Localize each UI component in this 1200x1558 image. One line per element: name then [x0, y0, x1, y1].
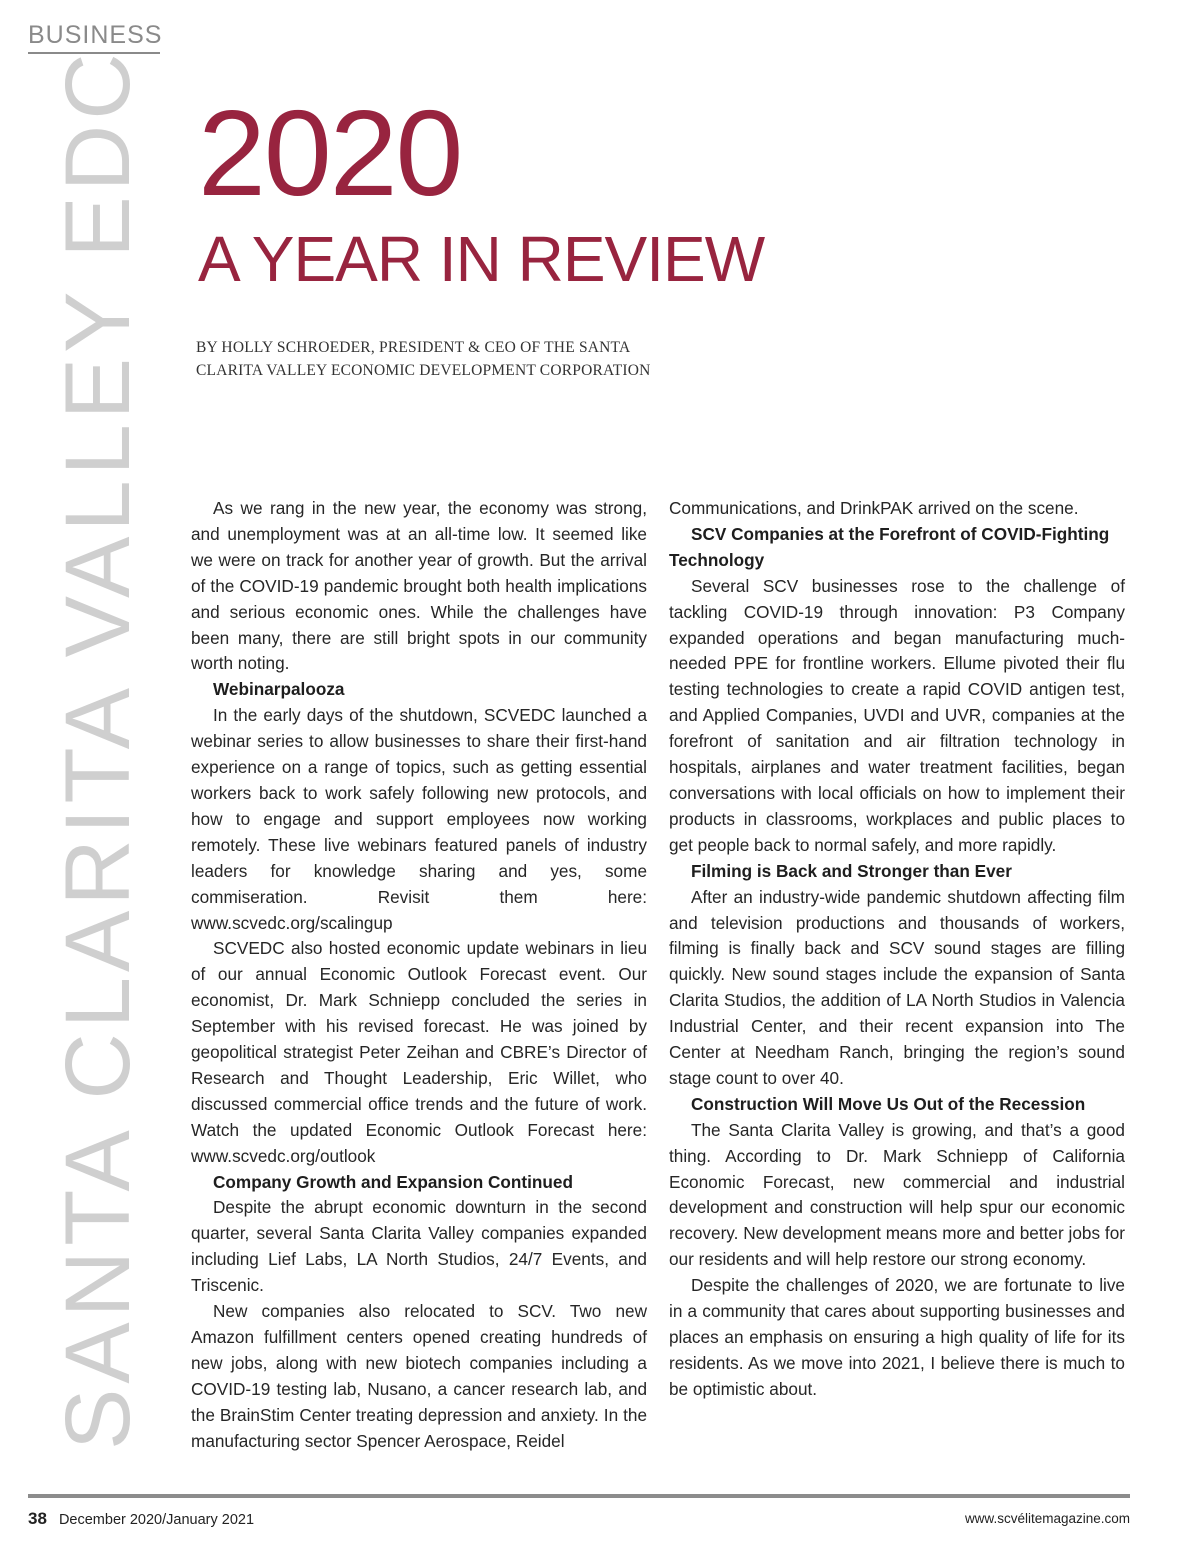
paragraph: SCVEDC also hosted economic update webinars in lieu of our annual Economic Outlook Forecast event. Our economist, Dr. Mark Schniepp concluded the series in September with his revised forecast. He was joined by geopolitical strategist Peter Zeihan and CBRE’s Director of Research and Thought Leadership, Eric Willet, who discussed commercial office trends and the future of work. Watch the updated Economic Outlook Forecast here: www.scvedc.org/outlook — [191, 938, 647, 1166]
byline-line: BY HOLLY SCHROEDER, PRESIDENT & CEO OF THE SANTA — [196, 339, 631, 356]
footer-left — [28, 1509, 254, 1529]
byline — [196, 336, 676, 382]
paragraph: After an industry-wide pandemic shutdown affecting film and television productions and thousands of workers, filming is finally back and SCV sound stages are filling quickly. New sound stages include the expansion of Santa Clarita Studios, the addition of LA North Studios in Valencia Industrial Center, and their recent expansion into The Center at Needham Ranch, bringing the region’s sound stage count to over 40. — [669, 886, 1125, 1088]
article-column-right — [669, 496, 1125, 1403]
subheading: Webinarpalooza — [213, 679, 345, 700]
paragraph: As we rang in the new year, the economy was strong, and unemployment was at an all-time low. It seemed like we were on track for another year of growth. But the arrival of the COVID-19 pandemic brought both health implications and serious economic ones. While the challenges have been many, there are still bright spots in our community worth noting. — [191, 498, 647, 674]
headline-year: 2020 — [198, 85, 462, 221]
issue-date: December 2020/January 2021 — [58, 1512, 255, 1528]
paragraph: In the early days of the shutdown, SCVEDC launched a webinar series to allow businesses to share their first-hand experience on a range of topics, such as getting essential workers back to work safely following new protocols, and how to engage and support employees now working remotely. These live webinars featured panels of industry leaders for knowledge sharing and yes, some commiseration. Revisit them here: www.scvedc.org/scalingup — [191, 705, 647, 933]
subheading: Filming is Back and Stronger than Ever — [691, 860, 1012, 881]
article-column-left — [191, 496, 647, 1455]
paragraph: Despite the challenges of 2020, we are fortunate to live in a community that cares about supporting businesses and places an emphasis on ensuring a high quality of life for its residents. As we move into 2021, I believe there is much to be optimistic about. — [669, 1275, 1125, 1399]
section-label: BUSINESS — [28, 20, 160, 54]
paragraph: New companies also relocated to SCV. Two new Amazon fulfillment centers opened creating hundreds of new jobs, along with new biotech companies including a COVID-19 testing lab, Nusano, a cancer research lab, and the BrainStim Center treating depression and anxiety. In the manufacturing sector Spencer Aerospace, Reidel — [191, 1301, 647, 1451]
footer-divider — [28, 1494, 1130, 1498]
paragraph-continued: Communications, and DrinkPAK arrived on the scene. — [669, 498, 1079, 518]
paragraph: The Santa Clarita Valley is growing, and that’s a good thing. According to Dr. Mark Schniepp of California Economic Forecast, new commercial and industrial development and construction will help spur our economic recovery. New development means more and better jobs for our residents and will help restore our strong economy. — [669, 1119, 1125, 1270]
byline-line: CLARITA VALLEY ECONOMIC DEVELOPMENT CORPORATION — [196, 362, 651, 379]
subheading: Company Growth and Expansion Continued — [213, 1171, 573, 1192]
website-url: www.scvélitemagazine.com — [964, 1511, 1130, 1526]
page-number: 38 — [28, 1509, 47, 1528]
paragraph: Several SCV businesses rose to the challenge of tackling COVID-19 through innovation: P3 Company expanded operations and began manufacturing much-needed PPE for frontline workers. Ellume pivoted their flu testing technologies to create a rapid COVID antigen test, and Applied Companies, UVDI and UVR, companies at the forefront of sanitation and air filtration technology in hospitals, airplanes and water treatment facilities, began conversations with local officials on how to implement their products in classrooms, workplaces and public places to get people back to normal safely, and more rapidly. — [669, 575, 1125, 855]
subheading: SCV Companies at the Forefront of COVID-Fighting Technology — [669, 523, 1110, 570]
headline-subtitle: A YEAR IN REVIEW — [198, 223, 765, 295]
vertical-title: SANTA CLARITA VALLEY EDC — [47, 48, 149, 1450]
vertical-masthead — [47, 48, 149, 1450]
paragraph: Despite the abrupt economic downturn in the second quarter, several Santa Clarita Valley companies expanded including Lief Labs, LA North Studios, 24/7 Events, and Triscenic. — [191, 1197, 647, 1296]
subheading: Construction Will Move Us Out of the Recession — [691, 1093, 1086, 1114]
